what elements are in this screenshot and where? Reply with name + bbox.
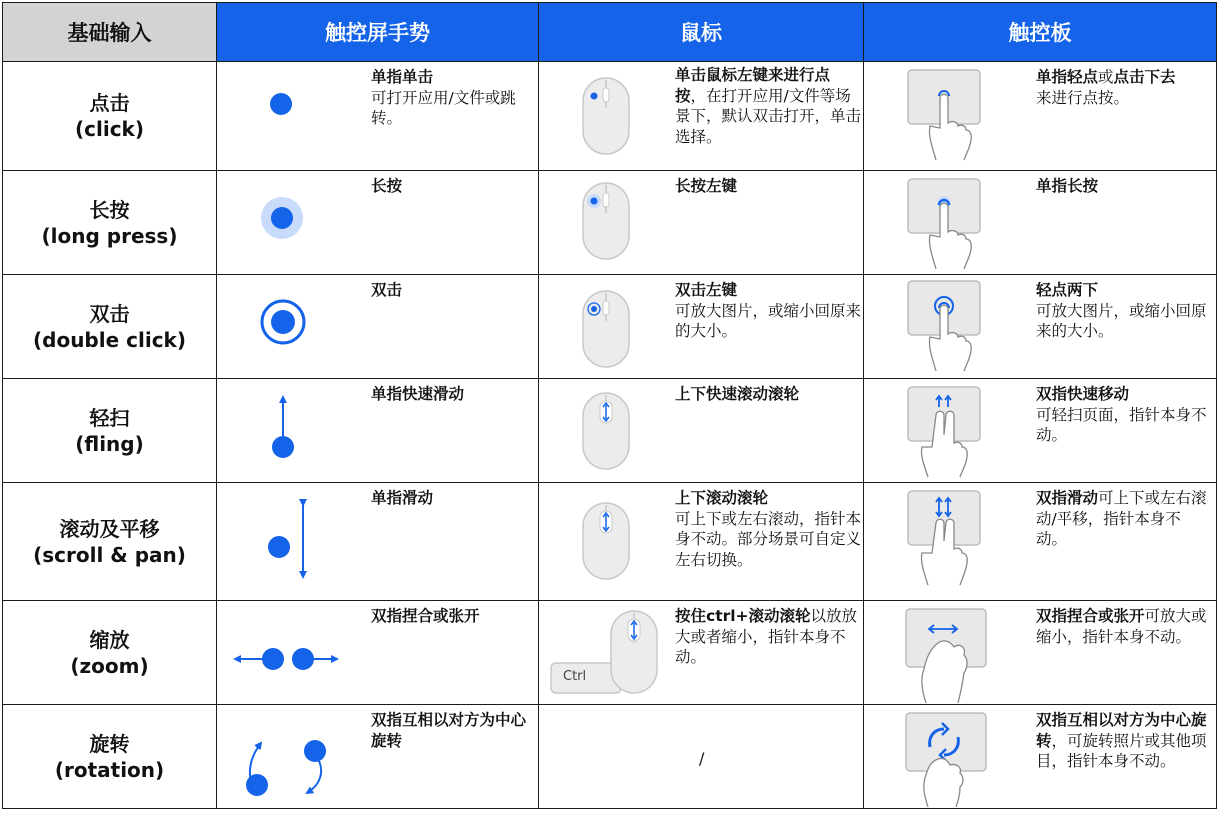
- touchpad-desc: 单指长按: [1036, 177, 1099, 195]
- touchpad-desc: 双指互相以对方为中心旋转，可旋转照片或其他项目，指针本身不动。: [1036, 711, 1207, 770]
- touchpad-pinch-icon: [904, 607, 990, 705]
- touchpad-rotate-icon: [904, 711, 990, 809]
- touch-cell: [217, 171, 539, 275]
- table-row: [3, 171, 1217, 275]
- touchpad-cell: [864, 483, 1217, 601]
- mouse-cell: [539, 379, 864, 483]
- row-label-click: [3, 62, 217, 171]
- table-row: [3, 601, 1217, 705]
- fling-icon: [269, 391, 299, 461]
- row-label-double-click: [3, 275, 217, 379]
- touchpad-two-finger-fling-icon: [906, 385, 986, 481]
- touch-cell: [217, 601, 539, 705]
- mouse-cell: [539, 171, 864, 275]
- touchpad-cell: [864, 379, 1217, 483]
- mouse-not-applicable: /: [699, 749, 705, 768]
- label-zh: 缩放: [89, 627, 130, 652]
- mouse-cell: [539, 705, 864, 809]
- touch-desc: 双指捏合或张开: [371, 607, 480, 625]
- touch-cell: [217, 275, 539, 379]
- mouse-wheel-fast-icon: [581, 391, 631, 471]
- touchpad-desc: 双指快速移动 可轻扫页面，指针本身不动。: [1036, 385, 1207, 444]
- mouse-desc: 上下快速滚动滚轮: [675, 385, 800, 403]
- tap-icon: [267, 90, 297, 120]
- mouse-double-click-icon: [581, 289, 631, 369]
- label-zh: 轻扫: [89, 405, 130, 430]
- header-touchpad: 触控板: [864, 3, 1217, 62]
- mouse-desc: 按住ctrl+滚动滚轮以放放大或者缩小，指针本身不动。: [675, 607, 858, 666]
- mouse-desc: 长按左键: [675, 177, 738, 195]
- touchpad-cell: [864, 275, 1217, 379]
- mouse-cell: [539, 275, 864, 379]
- table-row: [3, 275, 1217, 379]
- touchpad-tap-icon: [906, 68, 986, 164]
- touch-desc: 长按: [371, 177, 403, 195]
- label-en: (scroll & pan): [33, 542, 186, 567]
- touch-desc: 单指单击 可打开应用/文件或跳转。: [371, 68, 516, 127]
- row-label-zoom: [3, 601, 217, 705]
- touchpad-desc: 单指轻点或点击下去 来进行点按。: [1036, 68, 1176, 107]
- table-row: [3, 379, 1217, 483]
- touchpad-desc: 双指滑动可上下或左右滚动/平移，指针本身不动。: [1036, 489, 1207, 548]
- label-en: (rotation): [54, 757, 165, 782]
- header-mouse: 鼠标: [539, 3, 864, 62]
- label-zh: 点击: [89, 91, 130, 115]
- pinch-zoom-icon: [231, 645, 341, 675]
- row-label-rotation: [3, 705, 217, 809]
- touchpad-cell: [864, 62, 1217, 171]
- mouse-left-click-icon: [581, 76, 631, 156]
- header-basic-input: 基础输入: [3, 3, 217, 62]
- row-label-long-press: [3, 171, 217, 275]
- label-zh: 滚动及平移: [59, 516, 160, 541]
- label-zh: 旋转: [89, 731, 130, 756]
- touchpad-desc: 轻点两下 可放大图片，或缩小回原来的大小。: [1036, 281, 1207, 340]
- label-zh: 双击: [89, 301, 130, 326]
- rotate-icon: [243, 731, 333, 797]
- touch-cell: [217, 705, 539, 809]
- header-row: [3, 3, 1217, 62]
- touch-desc: 双指互相以对方为中心旋转: [371, 711, 527, 750]
- table-row: [3, 483, 1217, 601]
- ctrl-wheel-zoom-icon: [549, 609, 659, 699]
- touch-desc: 单指滑动: [371, 489, 434, 507]
- touchpad-double-tap-icon: [906, 279, 986, 375]
- mouse-desc: 双击左键 可放大图片，或缩小回原来的大小。: [675, 281, 862, 340]
- touch-desc: 单指快速滑动: [371, 385, 465, 403]
- touch-desc: 双击: [371, 281, 403, 299]
- label-zh: 长按: [89, 197, 130, 222]
- touchpad-desc: 双指捏合或张开可放大或缩小，指针本身不动。: [1036, 607, 1207, 646]
- mouse-desc: 上下滚动滚轮 可上下或左右滚动，指针本身不动。部分场景可自定义左右切换。: [675, 489, 862, 569]
- row-label-fling: [3, 379, 217, 483]
- touchpad-cell: [864, 171, 1217, 275]
- table-row: [3, 705, 1217, 809]
- header-touchscreen: 触控屏手势: [217, 3, 539, 62]
- scroll-icon: [267, 497, 317, 587]
- table-row: [3, 62, 1217, 171]
- long-press-icon: [259, 195, 307, 243]
- touchpad-long-press-icon: [906, 177, 986, 273]
- touch-cell: [217, 62, 539, 171]
- mouse-wheel-scroll-icon: [581, 501, 631, 581]
- label-en: (click): [74, 117, 144, 141]
- label-en: (long press): [41, 223, 178, 248]
- mouse-cell: [539, 483, 864, 601]
- mouse-long-press-icon: [581, 181, 631, 261]
- double-tap-icon: [259, 298, 309, 348]
- ctrl-key-label: Ctrl: [563, 669, 587, 684]
- touch-cell: [217, 483, 539, 601]
- mouse-desc: 单击鼠标左键来进行点按，在打开应用/文件等场景下，默认双击打开，单击选择。: [675, 66, 862, 146]
- mouse-cell: [539, 601, 864, 705]
- mouse-cell: [539, 62, 864, 171]
- label-en: (fling): [75, 431, 144, 456]
- touchpad-cell: [864, 705, 1217, 809]
- touchpad-cell: [864, 601, 1217, 705]
- label-en: (double click): [33, 327, 186, 352]
- touchpad-two-finger-scroll-icon: [906, 489, 986, 589]
- label-en: (zoom): [70, 653, 149, 678]
- touch-cell: [217, 379, 539, 483]
- row-label-scroll: [3, 483, 217, 601]
- gesture-table: [2, 2, 1217, 809]
